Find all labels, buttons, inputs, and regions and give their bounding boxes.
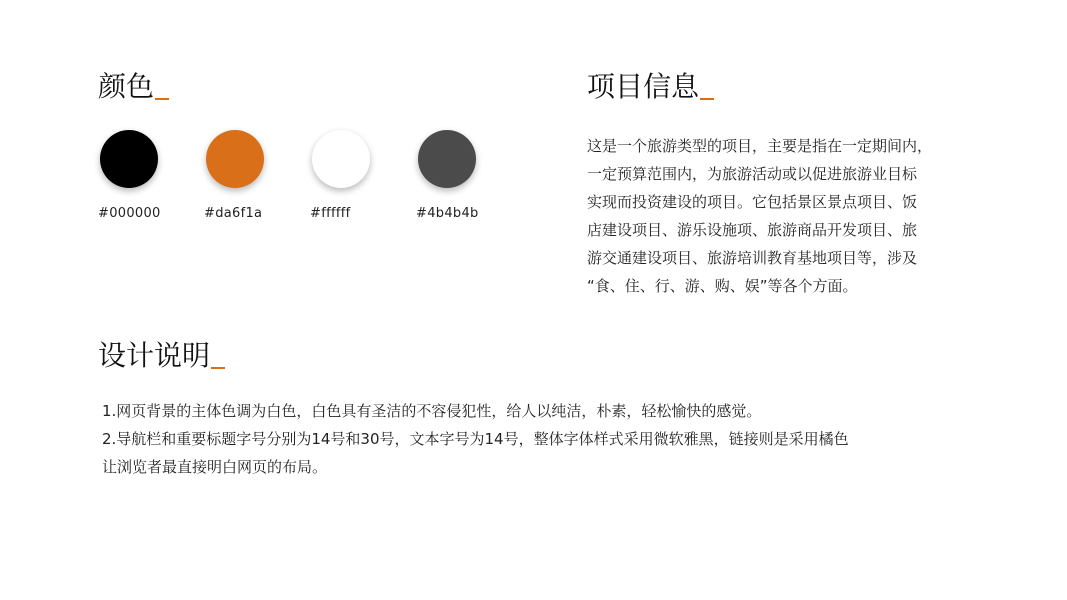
swatch-orange	[204, 130, 284, 222]
paragraph-line: 实现而投资建设的项目。它包括景区景点项目、饭	[587, 193, 918, 211]
paragraph-line: 1.网页背景的主体色调为白色，白色具有圣洁的不容侵犯性，给人以纯洁，朴素，轻松愉快的感觉。	[102, 402, 762, 420]
title-underscore-accent	[700, 98, 714, 100]
swatch-label: #da6f1a	[204, 206, 263, 221]
design-notes-text	[102, 397, 1032, 481]
paragraph-line: 一定预算范围内，为旅游活动或以促进旅游业目标	[587, 165, 918, 183]
project-info-heading	[587, 70, 714, 104]
swatch-circle	[312, 130, 370, 188]
swatch-label: #ffffff	[310, 206, 351, 221]
swatch-circle	[418, 130, 476, 188]
swatch-label: #000000	[98, 206, 161, 221]
paragraph-line: 让浏览者最直接明白网页的布局。	[102, 458, 328, 476]
project-info-title: 项目信息	[587, 70, 700, 103]
title-underscore-accent	[155, 98, 169, 100]
swatch-circle	[100, 130, 158, 188]
project-info-text	[587, 132, 1007, 300]
title-underscore-accent	[211, 367, 225, 369]
design-notes-heading	[98, 339, 225, 373]
design-notes-title: 设计说明	[98, 339, 211, 372]
color-swatches	[98, 130, 518, 230]
swatch-circle	[206, 130, 264, 188]
paragraph-line: 这是一个旅游类型的项目，主要是指在一定期间内，	[587, 137, 933, 155]
paragraph-line: 2.导航栏和重要标题字号分别为14号和30号，文本字号为14号，整体字体样式采用微软雅黑，链接则是采用橘色	[102, 430, 849, 448]
swatch-white	[310, 130, 390, 222]
paragraph-line: 游交通建设项目、旅游培训教育基地项目等，涉及	[587, 249, 918, 267]
colors-heading	[98, 70, 169, 104]
paragraph-line: 店建设项目、游乐设施项、旅游商品开发项目、旅	[587, 221, 918, 239]
paragraph-line: “食、住、行、游、购、娱”等各个方面。	[587, 277, 858, 295]
swatch-black	[98, 130, 178, 222]
swatch-dark-gray	[416, 130, 496, 222]
colors-title: 颜色	[98, 70, 155, 103]
swatch-label: #4b4b4b	[416, 206, 479, 221]
